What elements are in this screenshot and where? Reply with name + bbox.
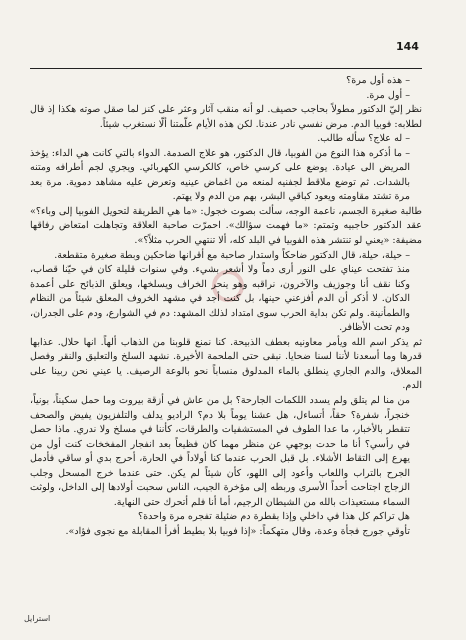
paragraph: طالبة صغيرة الجسم، ناعمة الوجه، سألت بصوت خجول: «ما هي الطريقة لتحويل الفوبيا إلى وباء؟» عقد الدكتور حاجبيه وتمتم: «ما فهمت سؤالك». احمرّت صاحبة العلاقة وتجاهلت امتعاض رفاقها مضيفة: «يعني لو تنتشر هذه الفوبيا في البلد كله، ألا تنتهي الحرب مثلاً؟». <box>30 205 422 247</box>
paragraph: – حيلة، حيلة، قال الدكتور ضاحكاً واستدار صاحبة مع أقرانها ضاحكين وبطة صغيرة متقطعة. <box>54 249 410 261</box>
paragraph: – ما أذكره هذا النوع من الفوبيا، قال الدكتور، هو علاج الصدمة. الدواء بالتي كانت هي الداء: يؤخذ المريض الى عيادة. يوضع على كرسي خاص، كالكرسي الكهربائي. ويجري لجم أطرافه ومتنه بالشدات. ثم توضع ملاقط لجفنيه لمنعه من اغماض عينيه وتعرض عليه مشاهد دموية. مرة بعد مرة تشتد مقاومته ويعود كباقي البشر، بهم من الدم ولا يهتم. <box>30 147 410 203</box>
paragraph: هل تراكم كل هذا في داخلي وإذا بقطرة دم ضئيلة تفجره مرة واحدة؟ <box>137 511 410 523</box>
paragraph: من منا لم يتلق ولم يسدد اللكمات الجارحة؟ بل من عاش في أزقة بيروت وما حمل سكيناً، بونياً، خنجراً، شفرة؟ حقاً، أتساءل، هل عشنا يوماً بلا دم؟ الراديو يدلف والتلفزيون يفيض والصحف تتقطر بالأخبار، ما عدا الطوف في المستشفيات والطرقات، كأننا في مسلخ ولا ندري. ماذا حصل في رأسي؟ أنا ما حدت بوجهي عن منظر مهما كان فظيعاً بعد انفجار المفخخات كنت أول من يهرع إلى التقاط الأشلاء. بل قبل الحرب عندما كنا أولاداً في الحارة، أحرج بدي أو ساقي فأدمل الجرح بالتراب واللعاب وأعود إلى اللهو، كأن شيئاً لم يكن. حتى عندما خرج المسحل وجلب الزجاج اجتاحت أحداً الأسرى وربطه إلى مؤخرة الجيب، الناس سحبت أولادها إلى الداخل، ولوثت السماء مستعيذات بالله من الشيطان الرجيم، أما أنا فلم أتحرك حتى النهاية. <box>30 395 410 508</box>
paragraph: ثم يذكر اسم الله ويأمر معاونيه بعطف الذبيحة. كنا نمنع قلوبنا من الذهاب ألهاً. انها حلال. عذابها قدرها وما أسعدنا لأننا لسنا ضحايا. نبقى حتى الملحمة الأخيرة. نشهد السلخ والتعليق والنقر وفصل المعلاق، والدم الجاري ينطلق بالماء المدلوق منساباً نحو بالوعة الرصيف. يا عيني نحن ربينا على الدم. <box>30 336 422 392</box>
paragraph: تأوقي جورج فجأة وعدة، وقال متهكماً: «إذا فوبيا بلا بطيط أفرأ المقابلة مع نجوى فؤاد». <box>65 525 410 537</box>
paragraph: منذ تفتحت عيناي على النور أرى دماً ولا أشعر بشيء. وفي سنوات قليلة كان في حيّنا قصاب، وكنا نقف أنا وجوزيف والآخرون، نراقبه وهو ينحر الخراف ويسلخها، ويعلق الذبائح على أعمدة الدكان. لا أذكر أن الدم أفزعني حينها، بل كنت أجد في مشهد الخروف المعلق شيئاً من النظام والطمأنينة. ولم تكن بداية الحرب سوى امتداد لذلك المشهد: دم في الشوارع، ودم على الجدران، ودم تحت الأظافر. <box>30 264 410 334</box>
page-stamp: استرايل <box>24 614 51 623</box>
paragraph: نظر إليّ الدكتور مطولاً بحاجب حصيف. لو أنه منقب آثار وعثر على كنز لما صقل صوته هكذا إذ قال لطلابه: فوبيا الدم. مرض نفسي نادر عندنا. لكن هذه الأيام علّمتنا ألّا نستغرب شيئاً. <box>30 104 422 130</box>
header-rule <box>30 68 422 69</box>
page-number: 144 <box>396 40 419 53</box>
page-body <box>30 74 422 540</box>
paragraph: – هذه أول مرة؟ <box>346 75 410 86</box>
paragraph: – أول مرة. <box>366 89 410 101</box>
paragraph: – له علاج؟ سأله طالب. <box>317 133 410 145</box>
